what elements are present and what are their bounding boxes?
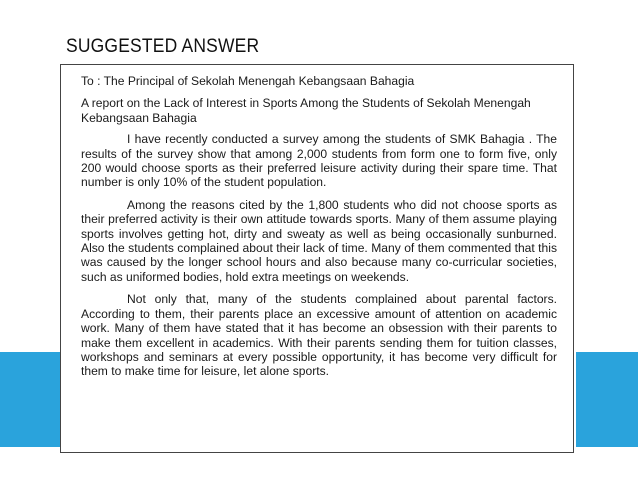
paragraph-student-attitude: Among the reasons cited by the 1,800 students who did not choose sports as their preferred activity is their own attitude towards sports. Many of them assume playing sports involves getting hot, dirty and sweaty as well as being occasionally sunburned. Also the students complained about their lack of time. Many of them commented that this was caused by the longer school hours and also because many co-curricular societies, such as uniformed bodies, hold extra meetings on weekends. <box>81 197 557 284</box>
report-subject: A report on the Lack of Interest in Sports Among the Students of Sekolah Menengah Kebangsaan Bahagia <box>81 96 531 125</box>
right-accent-bar <box>576 352 638 447</box>
scanned-document <box>60 64 574 453</box>
recipient-line: To : The Principal of Sekolah Menengah Kebangsaan Bahagia <box>81 74 415 88</box>
left-accent-bar <box>0 352 66 447</box>
slide-title: SUGGESTED ANSWER <box>66 36 260 57</box>
paragraph-survey-results: I have recently conducted a survey among the students of SMK Bahagia . The results of the survey show that among 2,000 students from form one to form five, only 200 would choose sports as their preferred leisure activity during their spare time. That number is only 10% of the student population. <box>81 132 557 190</box>
paragraph-parental-factors: Not only that, many of the students complained about parental factors. According to them, their parents place an excessive amount of attention on academic work. Many of them have stated that it has become an obsession with their parents to make them excellent in academics. With their parents sending them for tuition classes, workshops and seminars at every possible opportunity, it has become very difficult for them to make time for leisure, let alone sports. <box>81 292 557 379</box>
document-body <box>81 74 557 387</box>
